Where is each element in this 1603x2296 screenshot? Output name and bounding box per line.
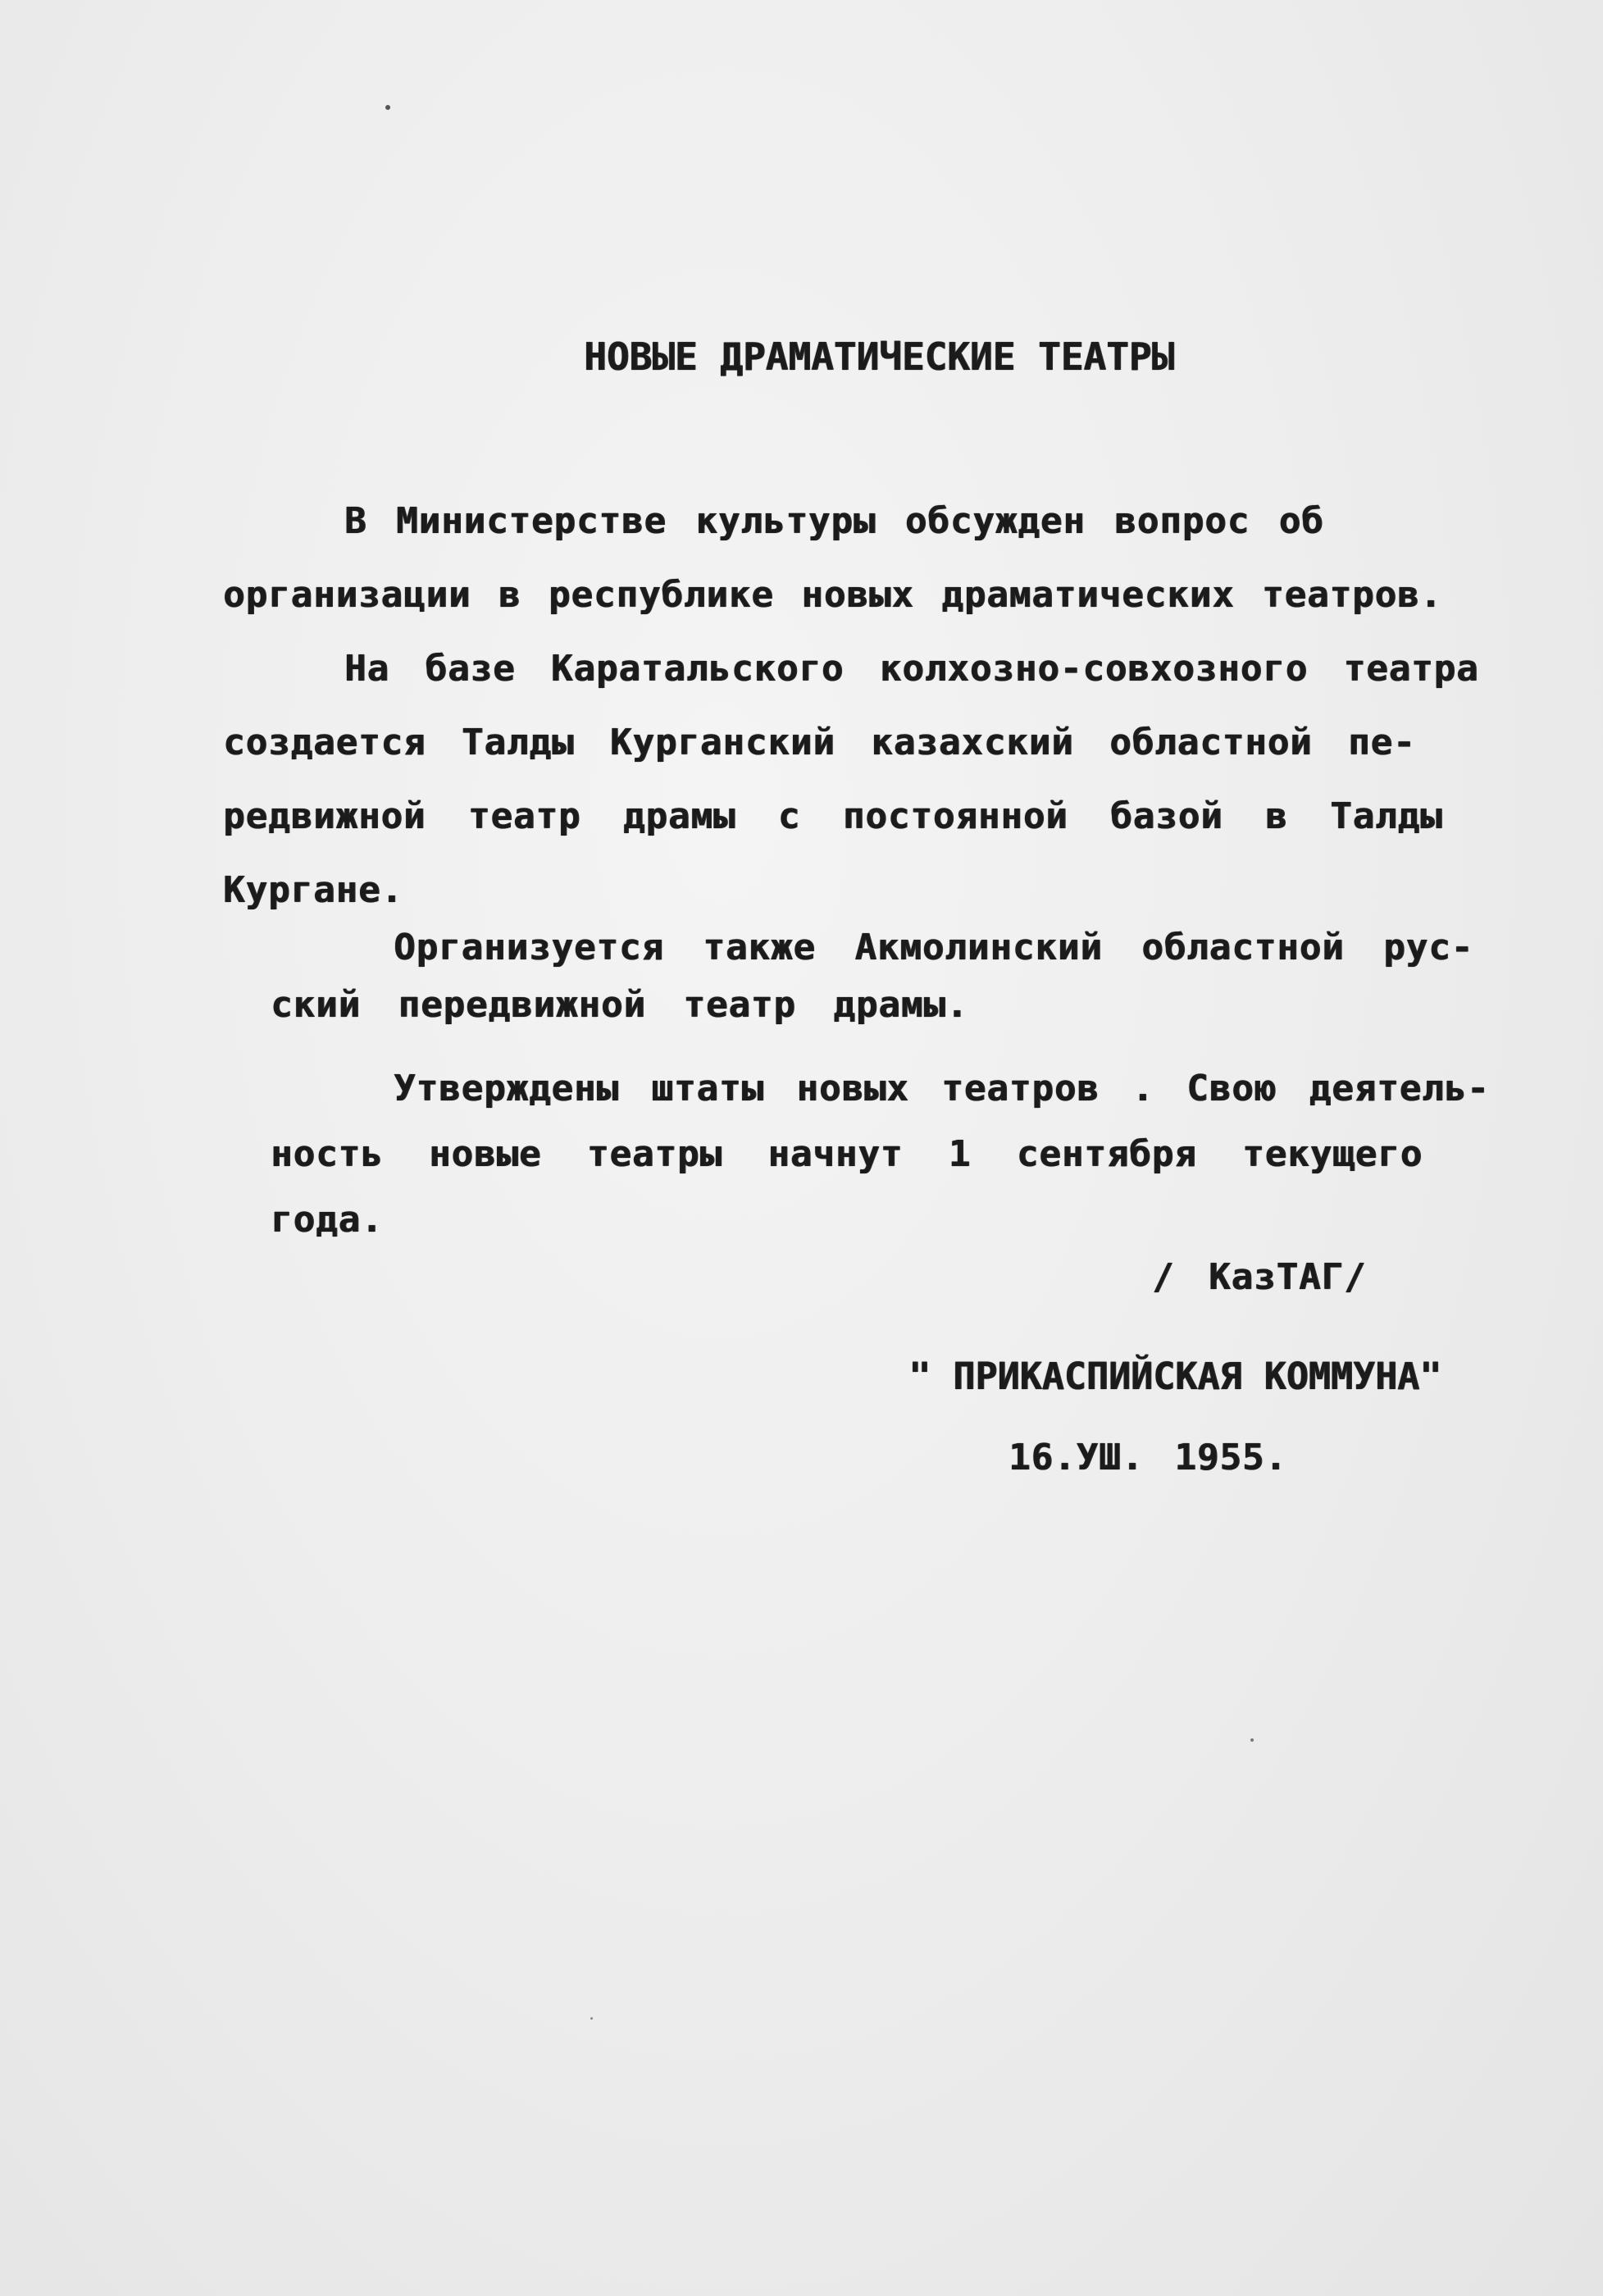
body-line: В Министерстве культуры обсужден вопрос об — [344, 500, 1324, 542]
body-line: организации в республике новых драматических театров. — [223, 574, 1442, 616]
agency-attribution: / КазТАГ/ — [1152, 1256, 1367, 1298]
body-line: ский передвижной театр драмы. — [271, 984, 969, 1026]
body-line: Организуется также Акмолинский областной рус- — [394, 927, 1474, 968]
paper-speck — [1250, 1738, 1254, 1742]
publication-date: 16.УШ. 1955. — [1009, 1437, 1287, 1478]
body-line: ность новые театры начнут 1 сентября текущего — [271, 1133, 1423, 1175]
body-line: Кургане. — [223, 869, 403, 911]
paper-speck — [590, 2017, 593, 2020]
body-line: года. — [271, 1199, 384, 1241]
document-title: НОВЫЕ ДРАМАТИЧЕСКИЕ ТЕАТРЫ — [584, 335, 1175, 379]
body-line: На базе Каратальского колхозно-совхозного театра — [344, 648, 1479, 690]
body-line: Утверждены штаты новых театров . Свою деятель- — [394, 1068, 1490, 1109]
body-line: редвижной театр драмы с постоянной базой в Талды — [223, 795, 1443, 837]
paper-speck — [385, 105, 390, 110]
body-line: создается Талды Курганский казахский областной пе- — [223, 722, 1416, 763]
source-newspaper: " ПРИКАСПИЙСКАЯ КОММУНА" — [909, 1355, 1442, 1398]
